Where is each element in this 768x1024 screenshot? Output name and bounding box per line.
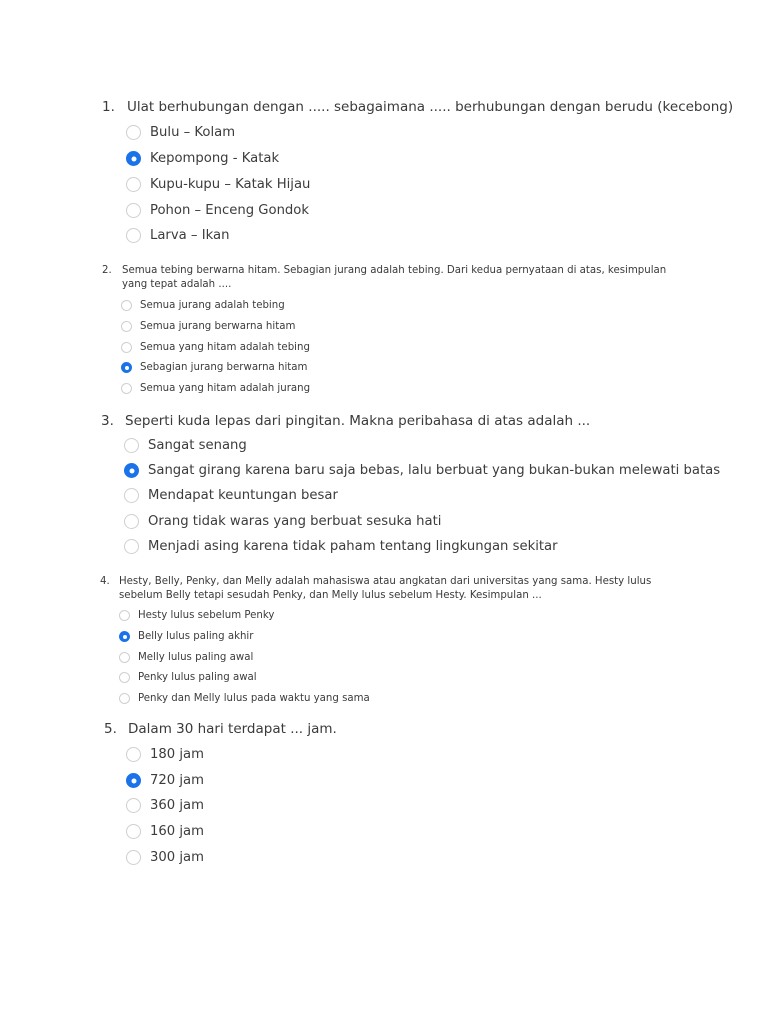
radio-button-selected[interactable]: [126, 151, 141, 166]
option-2-5[interactable]: [121, 383, 310, 394]
option-label: Mendapat keuntungan besar: [148, 488, 338, 503]
option-4-3[interactable]: [119, 652, 253, 663]
option-label: 300 jam: [150, 850, 204, 865]
option-label: Larva – Ikan: [150, 228, 230, 243]
option-label: Penky lulus paling awal: [138, 672, 257, 683]
radio-button[interactable]: [126, 228, 141, 243]
option-3-1[interactable]: [124, 438, 247, 453]
question-prompt: Ulat berhubungan dengan ..... sebagaimana ..... berhubungan dengan berudu (kecebong): [127, 99, 734, 115]
radio-button[interactable]: [121, 383, 132, 394]
radio-button[interactable]: [121, 321, 132, 332]
option-label: 360 jam: [150, 798, 204, 813]
radio-button[interactable]: [119, 610, 130, 621]
option-2-3[interactable]: [121, 342, 310, 353]
radio-button[interactable]: [124, 438, 139, 453]
radio-button[interactable]: [126, 177, 141, 192]
option-1-1[interactable]: [126, 125, 235, 140]
question-number: 4.: [100, 576, 110, 587]
radio-button[interactable]: [121, 300, 132, 311]
option-1-4[interactable]: [126, 203, 309, 218]
option-5-5[interactable]: [126, 850, 204, 865]
option-label: 160 jam: [150, 824, 204, 839]
question-text: [102, 264, 672, 292]
option-3-2[interactable]: [124, 463, 720, 478]
radio-button-selected[interactable]: [126, 773, 141, 788]
radio-button[interactable]: [126, 747, 141, 762]
radio-button[interactable]: [124, 488, 139, 503]
question-number: 3.: [101, 413, 114, 429]
option-1-3[interactable]: [126, 177, 310, 192]
option-label: Penky dan Melly lulus pada waktu yang sama: [138, 693, 370, 704]
question-text: [101, 413, 590, 429]
option-label: 720 jam: [150, 773, 204, 788]
option-label: Menjadi asing karena tidak paham tentang lingkungan sekitar: [148, 539, 558, 554]
option-5-1[interactable]: [126, 747, 204, 762]
question-prompt: Seperti kuda lepas dari pingitan. Makna peribahasa di atas adalah ...: [125, 413, 591, 429]
option-3-5[interactable]: [124, 539, 558, 554]
option-1-2[interactable]: [126, 151, 279, 166]
option-label: Sangat girang karena baru saja bebas, lalu berbuat yang bukan-bukan melewati batas: [148, 463, 721, 478]
option-label: Belly lulus paling akhir: [138, 631, 254, 642]
option-2-2[interactable]: [121, 321, 295, 332]
option-2-1[interactable]: [121, 300, 285, 311]
option-label: Semua yang hitam adalah jurang: [140, 383, 311, 394]
radio-button[interactable]: [119, 693, 130, 704]
option-label: Sangat senang: [148, 438, 247, 453]
radio-button-selected[interactable]: [124, 463, 139, 478]
radio-button[interactable]: [119, 672, 130, 683]
question-prompt: Dalam 30 hari terdapat ... jam.: [128, 721, 337, 737]
question-prompt: Semua tebing berwarna hitam. Sebagian jurang adalah tebing. Dari kedua pernyataan di atas, kesimpulan yang tepat adalah ....: [122, 265, 667, 290]
option-3-3[interactable]: [124, 488, 338, 503]
question-number: 1.: [102, 99, 115, 115]
option-5-2[interactable]: [126, 773, 204, 788]
radio-button[interactable]: [124, 514, 139, 529]
option-label: Hesty lulus sebelum Penky: [138, 610, 275, 621]
option-label: Semua yang hitam adalah tebing: [140, 342, 310, 353]
question-prompt: Hesty, Belly, Penky, dan Melly adalah mahasiswa atau angkatan dari universitas yang sama. Hesty lulus sebelum Belly tetapi sesudah Penky, dan Melly lulus sebelum Hesty. Kesimpulan ...: [119, 576, 652, 601]
radio-button[interactable]: [119, 652, 130, 663]
radio-button-selected[interactable]: [121, 362, 132, 373]
radio-button-selected[interactable]: [119, 631, 130, 642]
radio-button[interactable]: [126, 850, 141, 865]
option-label: 180 jam: [150, 747, 204, 762]
radio-button[interactable]: [121, 342, 132, 353]
option-label: Pohon – Enceng Gondok: [150, 203, 310, 218]
question-text: [104, 721, 337, 737]
option-5-3[interactable]: [126, 798, 204, 813]
question-number: 5.: [104, 721, 117, 737]
option-label: Orang tidak waras yang berbuat sesuka hati: [148, 514, 442, 529]
question-number: 2.: [102, 265, 112, 276]
radio-button[interactable]: [126, 824, 141, 839]
option-label: Semua jurang adalah tebing: [140, 300, 285, 311]
option-label: Bulu – Kolam: [150, 125, 236, 140]
question-text: [102, 99, 733, 115]
option-label: Kepompong - Katak: [150, 151, 280, 166]
question-text: [100, 575, 672, 603]
option-2-4[interactable]: [121, 362, 307, 373]
option-4-1[interactable]: [119, 610, 274, 621]
option-4-2[interactable]: [119, 631, 253, 642]
radio-button[interactable]: [126, 798, 141, 813]
option-3-4[interactable]: [124, 514, 441, 529]
option-4-4[interactable]: [119, 672, 257, 683]
option-label: Semua jurang berwarna hitam: [140, 321, 296, 332]
radio-button[interactable]: [126, 203, 141, 218]
option-label: Sebagian jurang berwarna hitam: [140, 362, 308, 373]
radio-button[interactable]: [124, 539, 139, 554]
option-4-5[interactable]: [119, 693, 370, 704]
option-5-4[interactable]: [126, 824, 204, 839]
radio-button[interactable]: [126, 125, 141, 140]
option-1-5[interactable]: [126, 228, 229, 243]
option-label: Melly lulus paling awal: [138, 652, 254, 663]
option-label: Kupu-kupu – Katak Hijau: [150, 177, 311, 192]
